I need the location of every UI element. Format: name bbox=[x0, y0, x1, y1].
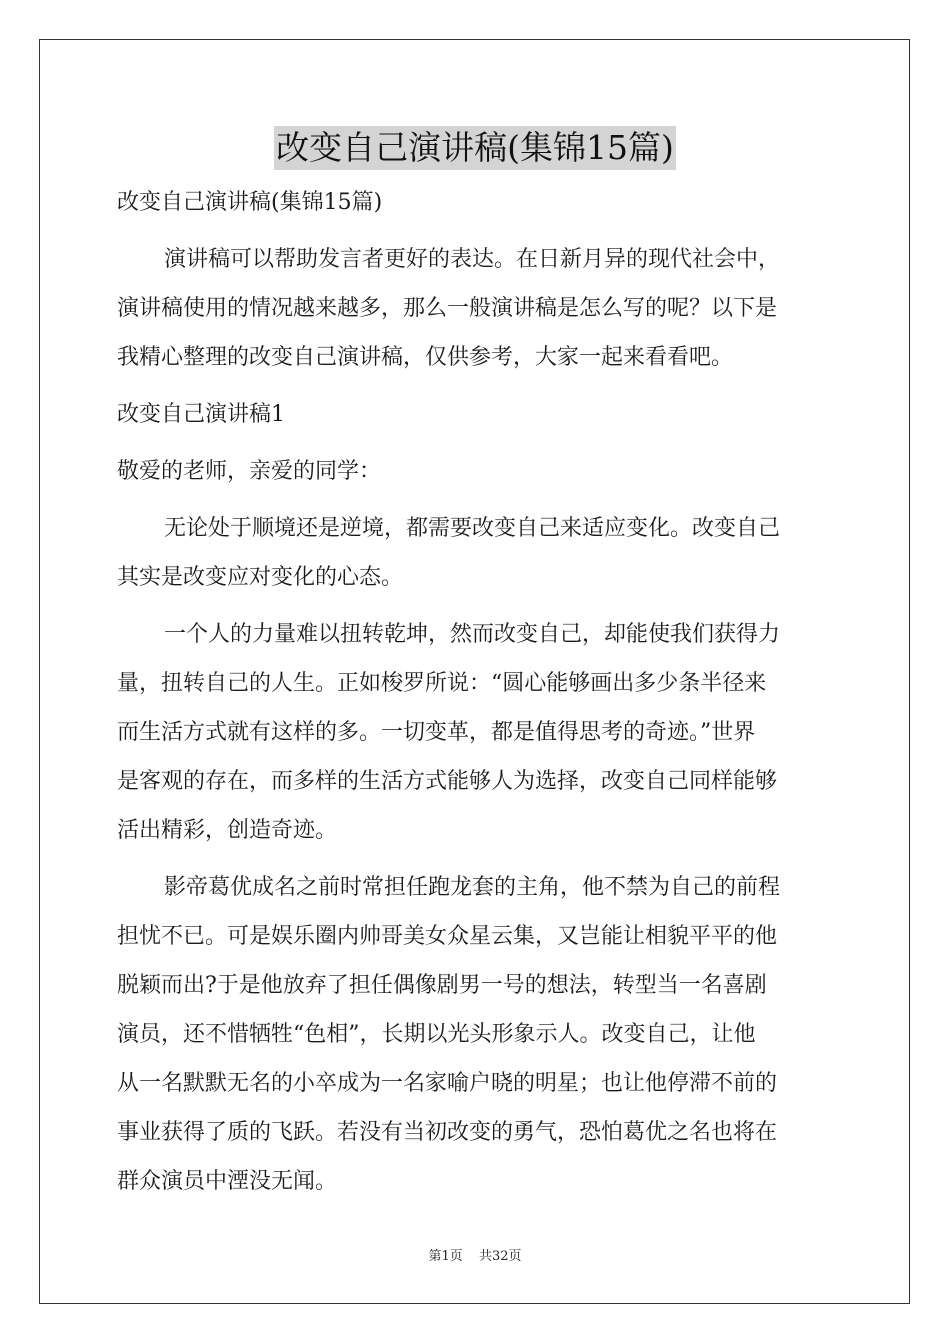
title-container bbox=[0, 126, 950, 170]
document-body bbox=[117, 178, 837, 1206]
total-pages: 共32页 bbox=[478, 1249, 522, 1264]
body-line: 演员，还不惜牺牲“色相”，长期以光头形象示人。改变自己，让他 bbox=[117, 1022, 756, 1047]
intro-line: 演讲稿使用的情况越来越多，那么一般演讲稿是怎么写的呢？以下是 bbox=[117, 296, 778, 321]
subtitle-line: 改变自己演讲稿(集锦15篇) bbox=[117, 190, 383, 215]
intro-line: 演讲稿可以帮助发言者更好的表达。在日新月异的现代社会中， bbox=[164, 247, 781, 272]
body-line: 活出精彩，创造奇迹。 bbox=[117, 818, 338, 843]
body-line: 是客观的存在，而多样的生活方式能够人为选择，改变自己同样能够 bbox=[117, 769, 778, 794]
section-heading: 改变自己演讲稿1 bbox=[117, 402, 285, 427]
body-line: 群众演员中湮没无闻。 bbox=[117, 1169, 338, 1194]
page-footer bbox=[0, 1247, 950, 1267]
body-line: 量，扭转自己的人生。正如梭罗所说：“圆心能够画出多少条半径来 bbox=[117, 671, 767, 696]
body-line: 事业获得了质的飞跃。若没有当初改变的勇气，恐怕葛优之名也将在 bbox=[117, 1120, 778, 1145]
body-line: 其实是改变应对变化的心态。 bbox=[117, 565, 404, 590]
body-line: 担忧不已。可是娱乐圈内帅哥美女众星云集，又岂能让相貌平平的他 bbox=[117, 924, 778, 949]
document-title: 改变自己演讲稿(集锦15篇) bbox=[274, 126, 676, 170]
body-line: 影帝葛优成名之前时常担任跑龙套的主角，他不禁为自己的前程 bbox=[164, 875, 781, 900]
body-line: 而生活方式就有这样的多。一切变革，都是值得思考的奇迹。”世界 bbox=[117, 720, 756, 745]
body-line: 脱颖而出?于是他放弃了担任偶像剧男一号的想法，转型当一名喜剧 bbox=[117, 973, 767, 998]
salutation-line: 敬爱的老师，亲爱的同学： bbox=[117, 459, 382, 484]
page-number: 第1页 bbox=[428, 1249, 463, 1264]
body-line: 无论处于顺境还是逆境，都需要改变自己来适应变化。改变自己 bbox=[164, 516, 781, 541]
body-line: 一个人的力量难以扭转乾坤，然而改变自己，却能使我们获得力 bbox=[164, 622, 781, 647]
body-line: 从一名默默无名的小卒成为一名家喻户晓的明星；也让他停滞不前的 bbox=[117, 1071, 778, 1096]
intro-line: 我精心整理的改变自己演讲稿，仅供参考，大家一起来看看吧。 bbox=[117, 345, 734, 370]
